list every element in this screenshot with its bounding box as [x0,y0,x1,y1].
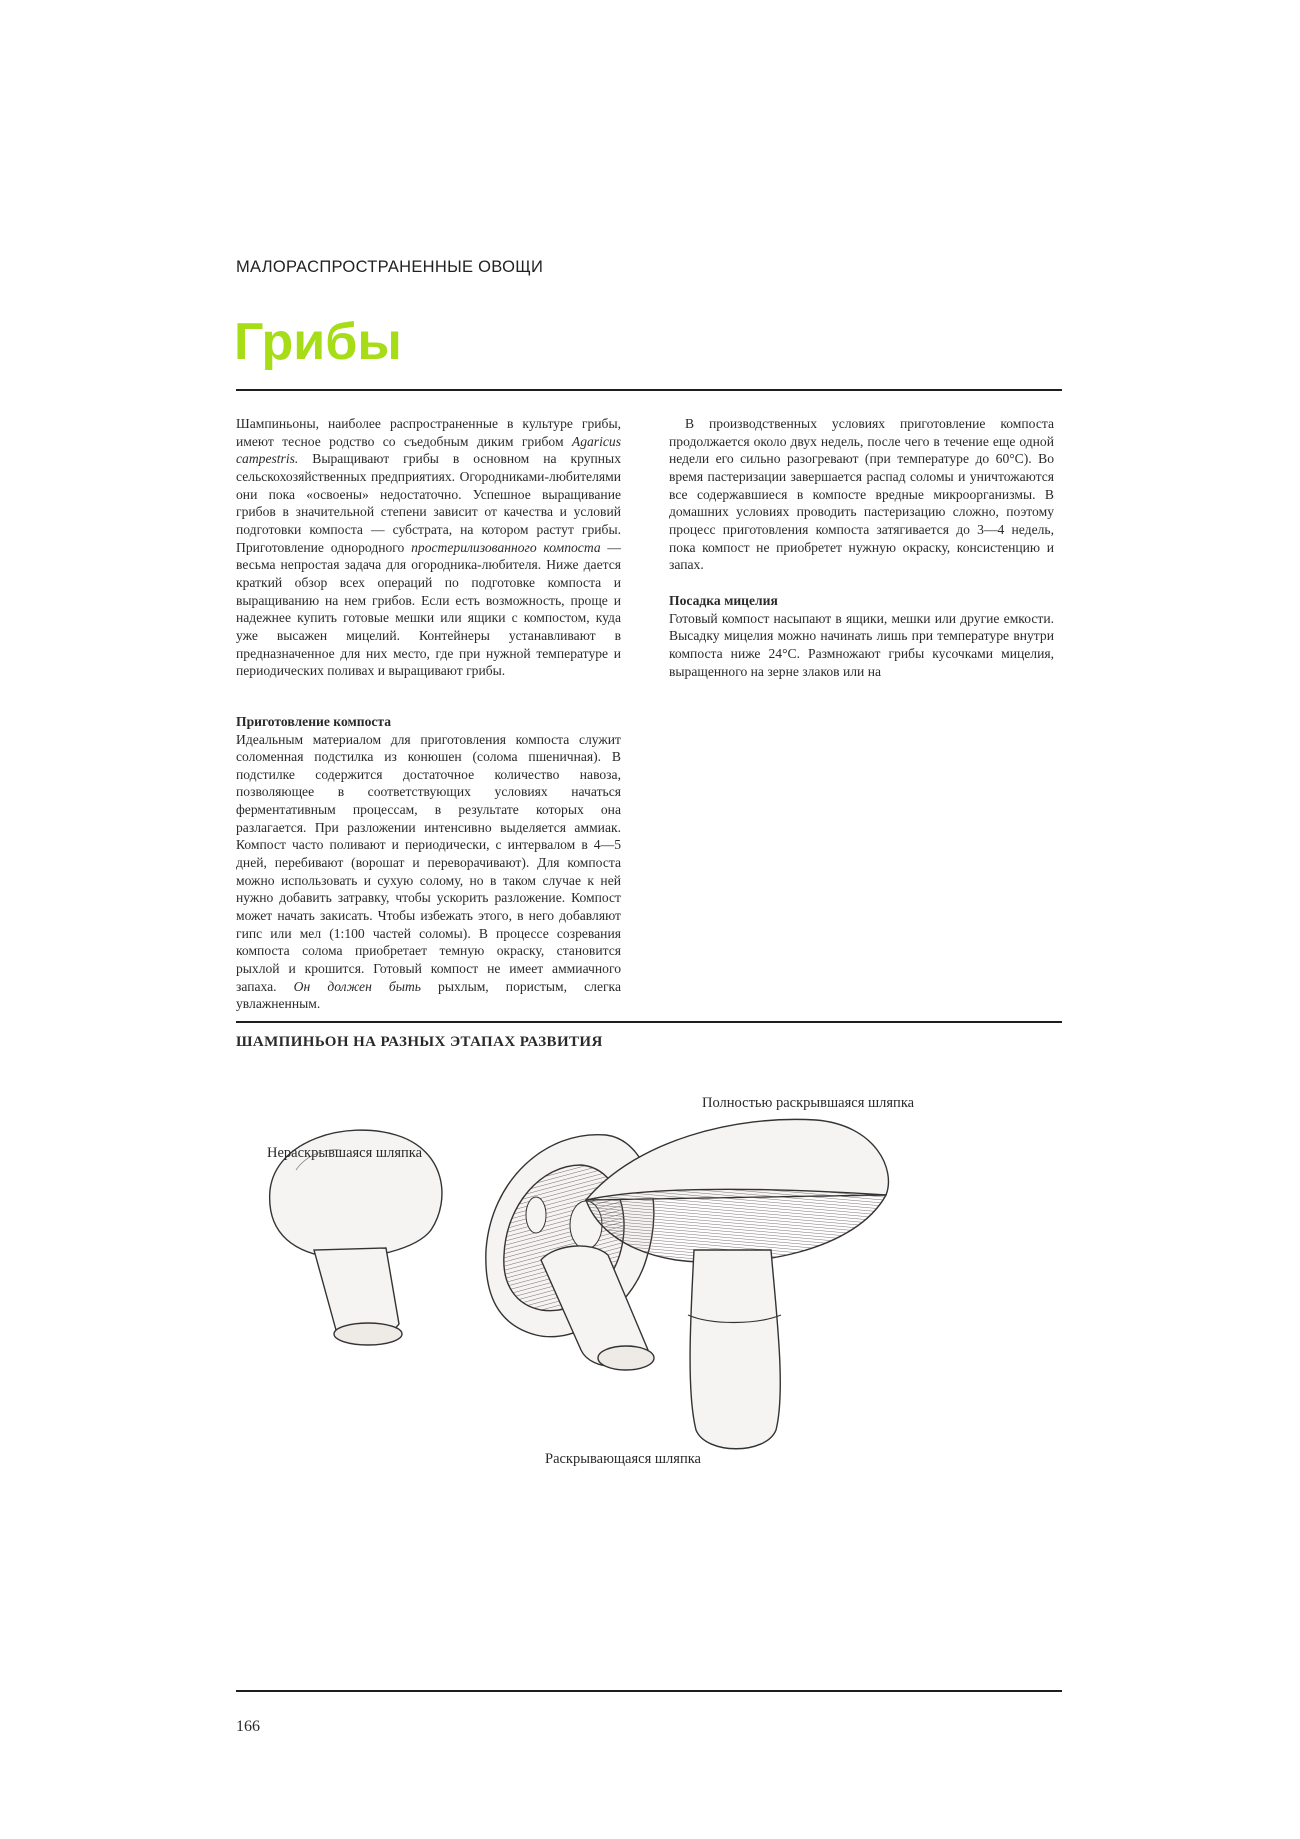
figure-divider [236,1021,1062,1023]
page-number: 166 [236,1718,260,1735]
intro-italic-phrase: простерилизованного компоста [411,539,601,555]
compost-paragraph [236,731,621,1014]
intro-text-middle: Выращивают грибы в основном на крупных сельскохозяйственных предприятиях. Огородниками-любителями они пока «освоены» недостаточно. Успешное выращивание грибов в значительной степени зависит от качества и условий подготовки компоста — субстрата, на котором растут грибы. Приготовление однородного [236,451,621,555]
title-divider [236,389,1062,391]
article-column-left [236,415,621,1013]
caption-fully-open-cap: Полностью раскрывшаяся шляпка [702,1095,915,1111]
closed-cap-mushroom [270,1130,442,1345]
article-column-right [669,415,1054,680]
compost-heading: Приготовление компоста [236,713,392,729]
footer-divider [236,1690,1062,1692]
caption-opening-cap: Раскрывающаяся шляпка [545,1451,701,1467]
intro-text-end: — весьма непростая задача для огородника-любителя. Ниже дается краткий обзор всех операций по подготовке компоста и выращиванию на нем грибов. Если есть возможность, проще и надежнее купить готовые мешки или ящики с компостом, куда уже высажен мицелий. Контейнеры устанавливают в предназначенное для них место, где при нужной температуре и периодических поливах и выращивают грибы. [236,539,621,679]
compost-italic-phrase: Он должен быть [293,978,421,994]
caption-closed-cap: Нераскрывшаяся шляпка [267,1145,423,1161]
latin-species-name: Agaricus campestris. [236,433,621,467]
figure-title: ШАМПИНЬОН НА РАЗНЫХ ЭТАПАХ РАЗВИТИЯ [236,1034,603,1050]
mycelium-heading: Посадка мицелия [669,592,778,608]
compost-text-end: рыхлым, пористым, слегка увлажненным. [236,978,621,1012]
page-title: Грибы [234,313,402,371]
intro-text-start: Шампиньоны, наиболее распространенные в культуре грибы, имеют тесное родство со съедобным диким грибом [236,416,621,449]
section-label: МАЛОРАСПРОСТРАНЕННЫЕ ОВОЩИ [236,258,544,276]
mushroom-stages-illustration [236,1110,1062,1470]
pasteurization-paragraph: В производственных условиях приготовление компоста продолжается около двух недель, после чего в течение еще одной недели его сильно разогревают (при температуре до 60°С). Во время пастеризации завершается распад соломы и уничтожаются все содержавшиеся в компосте вредные микроорганизмы. В домашних условиях проводить пастеризацию сложно, поэтому процесс приготовления компоста затягивается до 3—4 недель, пока компост не приобретет нужную окраску, консистенцию и запах. [669,416,1054,573]
intro-paragraph [236,415,621,680]
mycelium-paragraph: Готовый компост насыпают в ящики, мешки или другие емкости. Высадку мицелия можно начинать лишь при температуре внутри компоста ниже 24°С. Размножают грибы кусочками мицелия, выращенного на зерне злаков или на [669,610,1054,679]
compost-text-start: Идеальным материалом для приготовления компоста служит соломенная подстилка из конюшен (солома пшеничная). В подстилке содержится достаточное количество навоза, позволяющее в соответствующих условиях начаться ферментативным процессам, в результате которых она разлагается. При разложении интенсивно выделяется аммиак. Компост часто поливают и периодически, с интервалом в 4—5 дней, перебивают (ворошат и переворачивают). Для компоста можно использовать и сухую солому, но в таком случае к ней нужно добавить затравку, чтобы ускорить разложение. Компост может начать закисать. Чтобы избежать этого, в него добавляют гипс или мел (1:100 частей соломы). В процессе созревания компоста солома приобретает темную окраску, становится рыхлой и крошится. Готовый компост не имеет аммиачного запаха. [236,731,621,994]
